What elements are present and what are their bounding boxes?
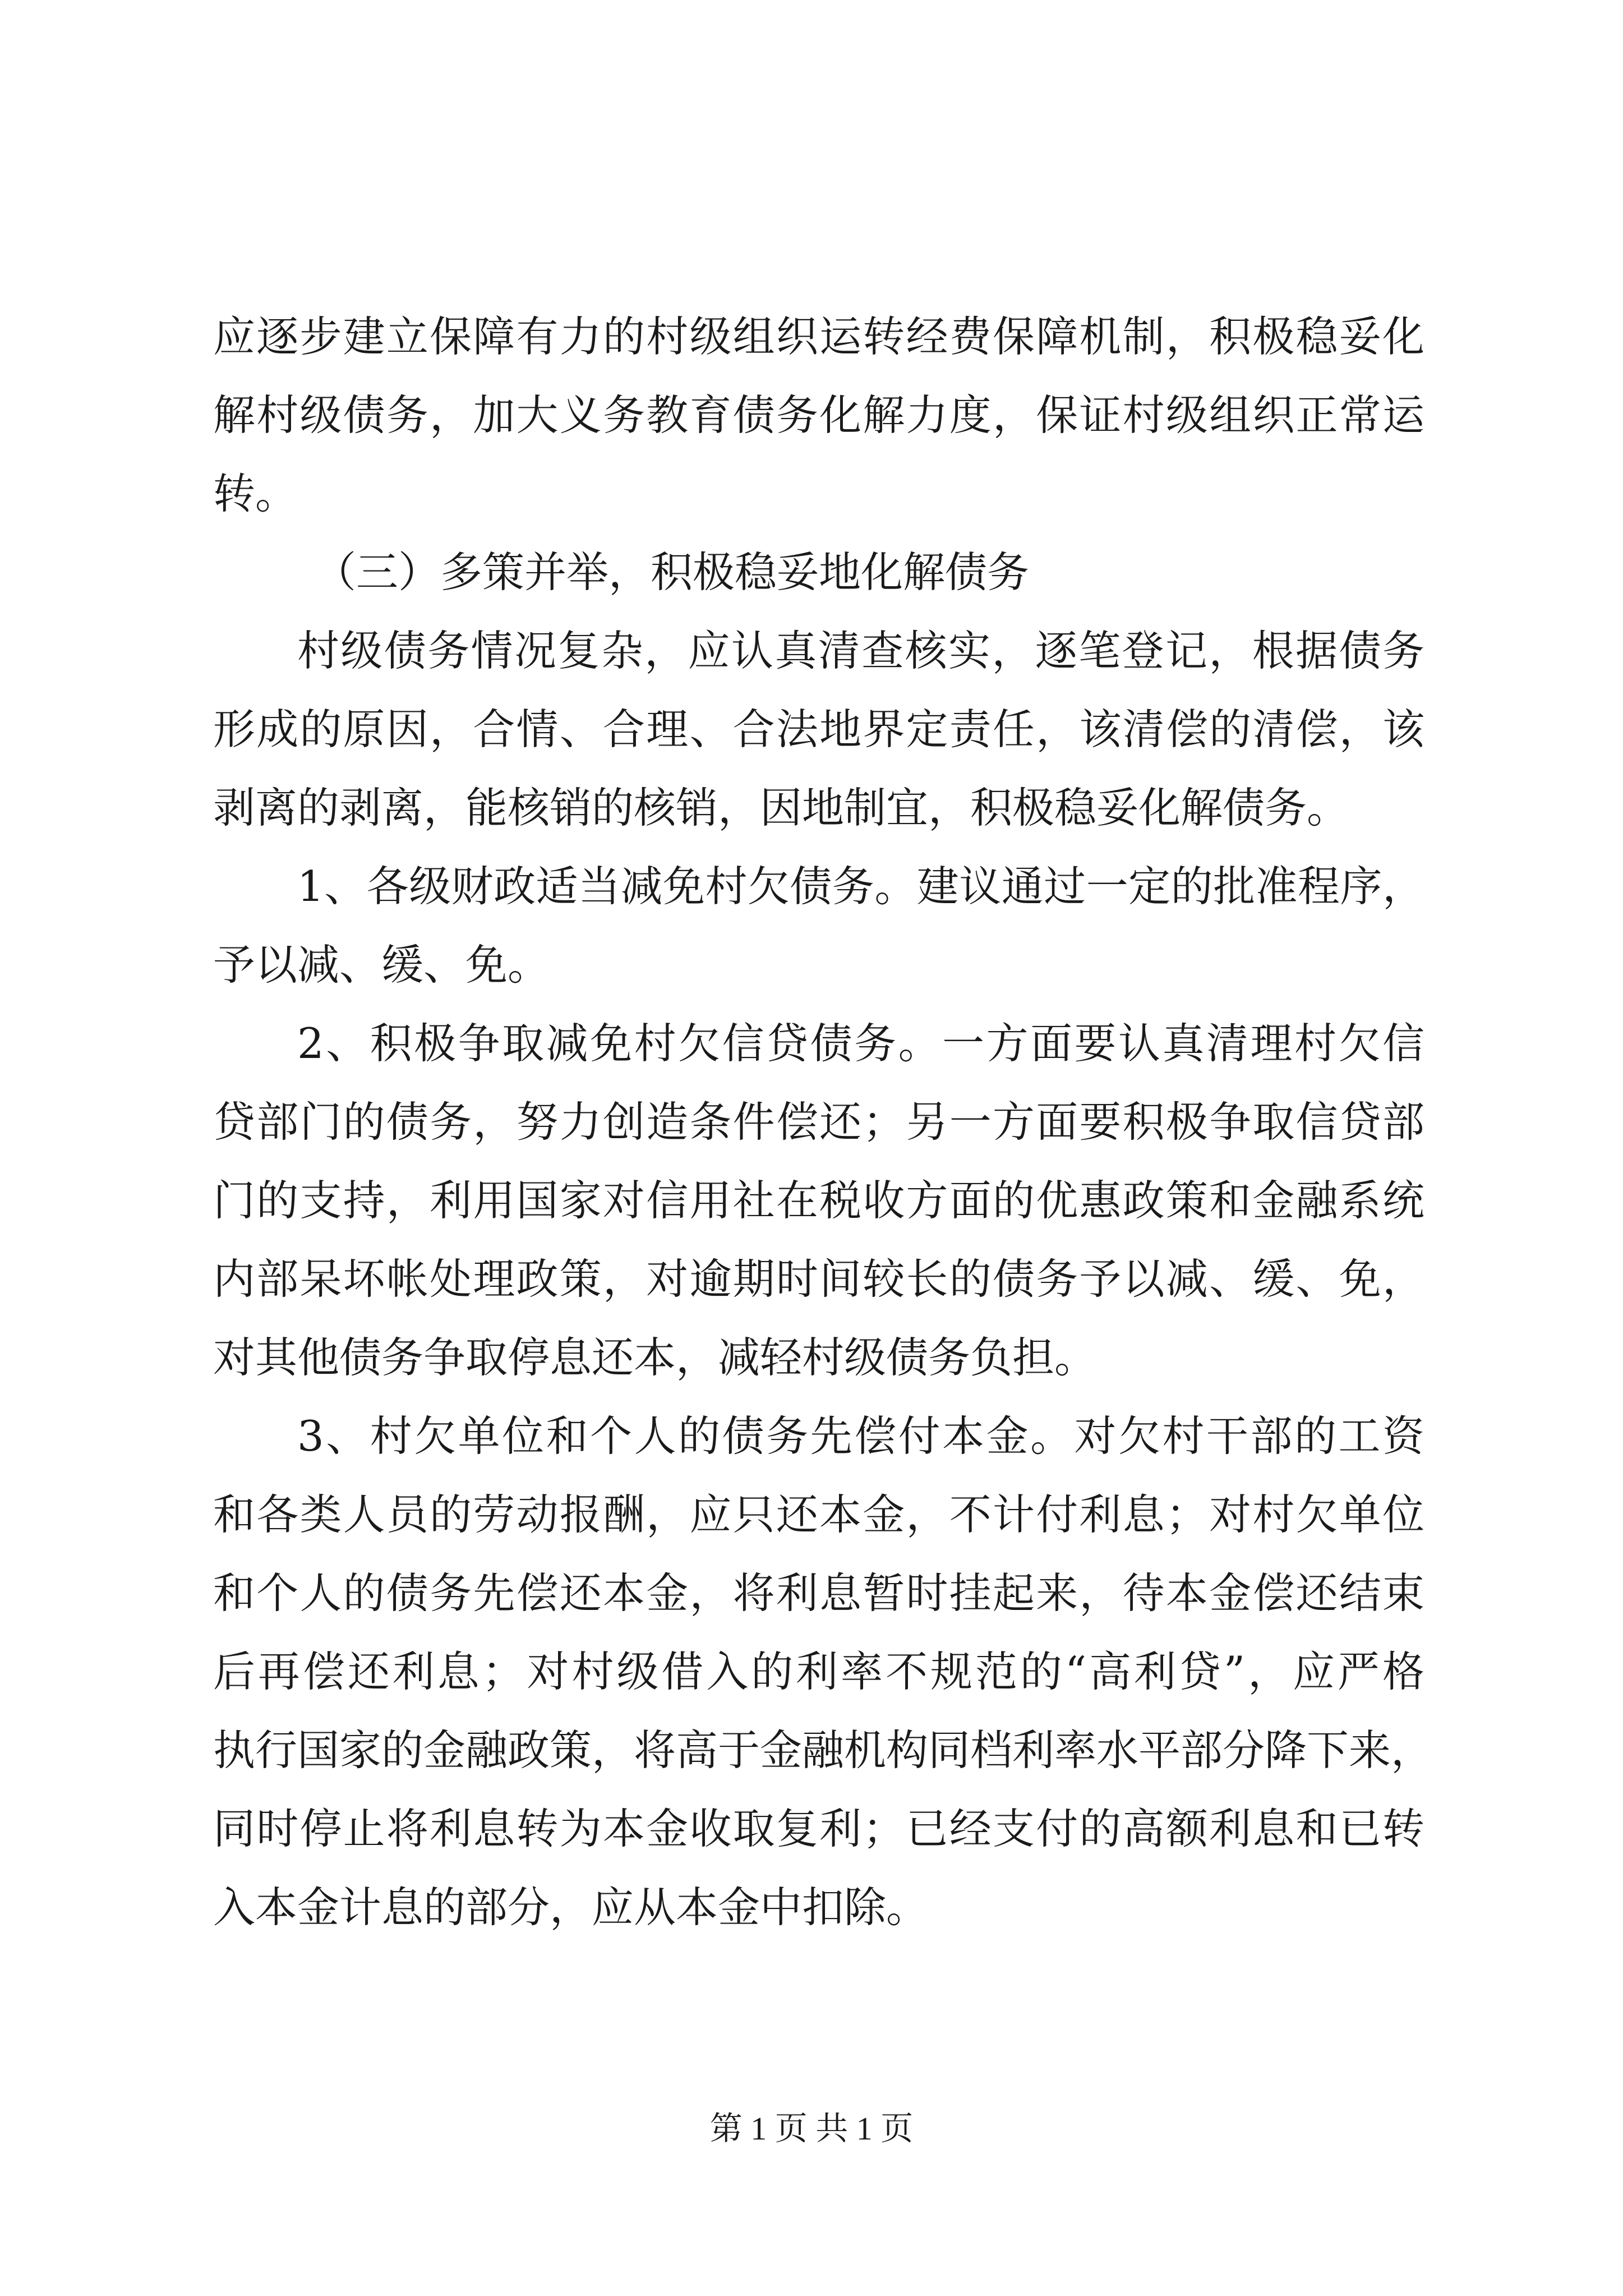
list-item-line: 予以减、缓、免。	[213, 940, 550, 990]
list-item-line: 入本金计息的部分，应从本金中扣除。	[213, 1883, 929, 1932]
list-item-line: 贷部门的债务，努力创造条件偿还；另一方面要积极争取信贷部	[213, 1097, 1424, 1147]
paragraph-line: 解村级债务，加大义务教育债务化解力度，保证村级组织正常运	[213, 390, 1424, 440]
list-item-line: 内部呆坏帐处理政策，对逾期时间较长的债务予以减、缓、免，	[213, 1254, 1424, 1304]
paragraph-line: 村级债务情况复杂，应认真清查核实，逐笔登记，根据债务	[297, 626, 1424, 675]
paragraph-line: 剥离的剥离，能核销的核销，因地制宜，积极稳妥化解债务。	[213, 783, 1349, 832]
list-item-line: 后再偿还利息；对村级借入的利率不规范的“高利贷”，应严格	[213, 1647, 1424, 1696]
list-item-line: 执行国家的金融政策，将高于金融机构同档利率水平部分降下来，	[213, 1726, 1433, 1775]
paragraph-line: 应逐步建立保障有力的村级组织运转经费保障机制，积极稳妥化	[213, 312, 1424, 361]
list-item-line: 门的支持，利用国家对信用社在税收方面的优惠政策和金融系统	[213, 1176, 1424, 1225]
list-item-line: 2、积极争取减免村欠信贷债务。一方面要认真清理村欠信	[297, 1019, 1424, 1068]
paragraph-line: 转。	[213, 469, 298, 518]
list-item-line: 和个人的债务先偿还本金，将利息暂时挂起来，待本金偿还结束	[213, 1568, 1424, 1618]
list-item-line: 和各类人员的劳动报酬，应只还本金，不计付利息；对村欠单位	[213, 1490, 1424, 1539]
list-item-line: 同时停止将利息转为本金收取复利；已经支付的高额利息和已转	[213, 1804, 1424, 1853]
list-item-line: 3、村欠单位和个人的债务先偿付本金。对欠村干部的工资	[297, 1411, 1424, 1461]
paragraph-line: 形成的原因，合情、合理、合法地界定责任，该清偿的清偿，该	[213, 705, 1424, 754]
list-item-line: 对其他债务争取停息还本，减轻村级债务负担。	[213, 1333, 1097, 1382]
page-footer: 第 1 页 共 1 页	[709, 2110, 914, 2147]
section-heading: （三）多策并举，积极稳妥地化解债务	[314, 547, 1030, 597]
list-item-line: 1、各级财政适当减免村欠债务。建议通过一定的批准程序，	[297, 862, 1424, 911]
